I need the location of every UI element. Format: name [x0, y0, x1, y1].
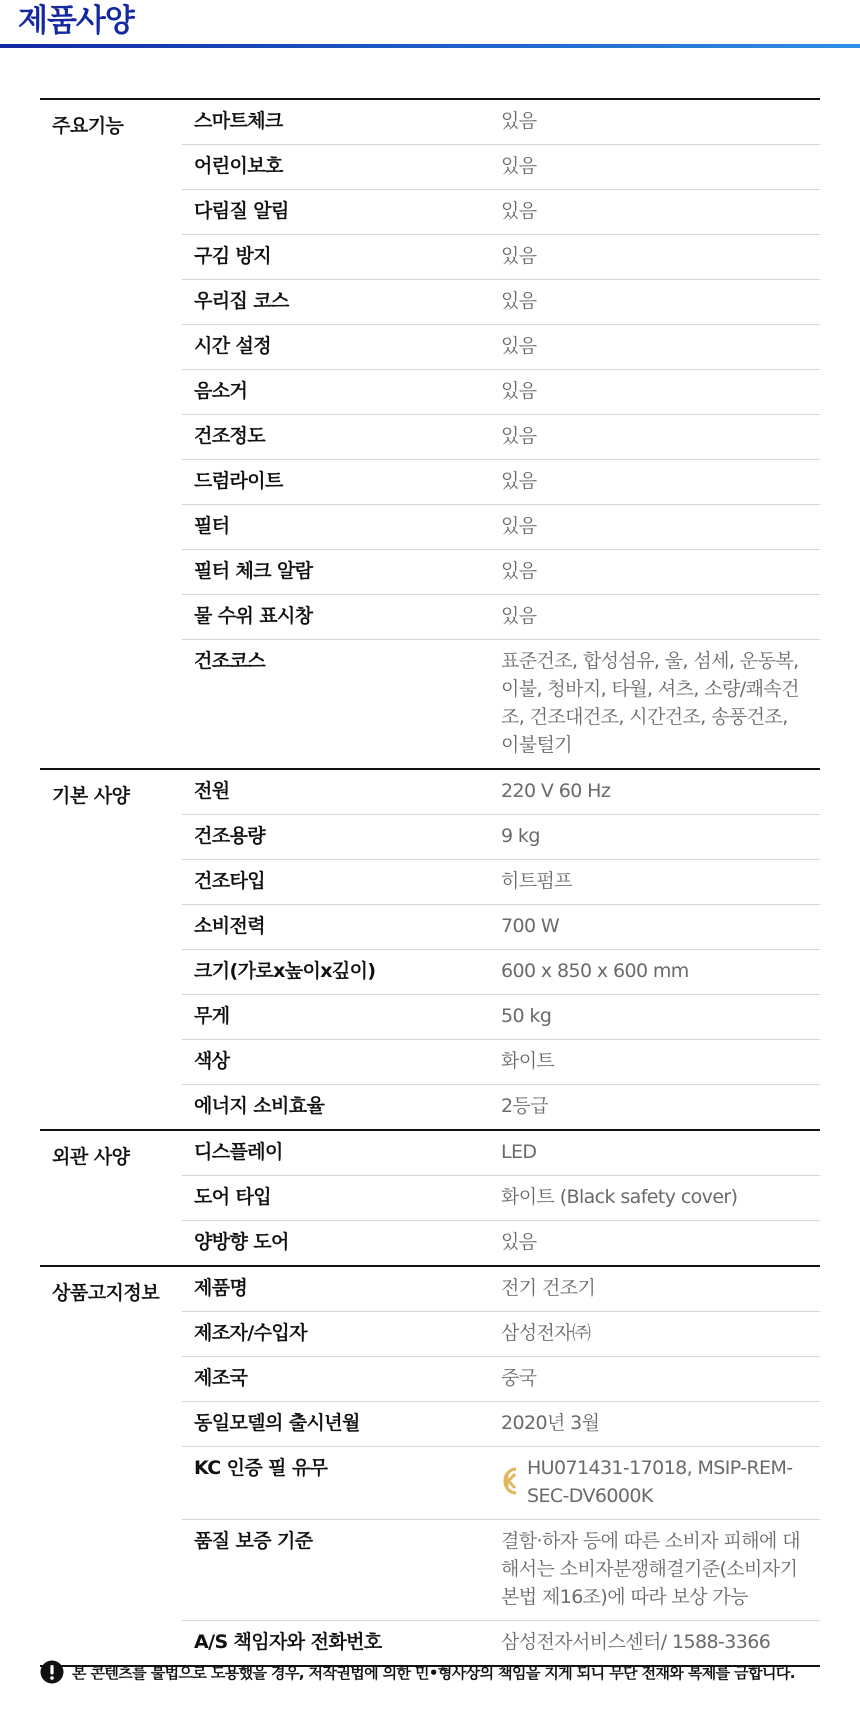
spec-row: [182, 100, 820, 144]
spec-label: 제조자/수입자: [194, 1322, 307, 1344]
notice-text: 본 콘텐츠를 불법으로 도용했을 경우, 저작권법에 의한 민•형사상의 책임을 지게 되니 무단 전재와 복제를 금합니다.: [72, 1663, 795, 1682]
spec-value: 있음: [501, 1231, 537, 1253]
kc-value-wrap: [501, 1454, 810, 1510]
section-title: 주요기능: [52, 115, 124, 137]
spec-row: [182, 1175, 820, 1220]
spec-rows: [182, 100, 820, 768]
spec-value: 삼성전자서비스센터/ 1588-3366: [501, 1631, 771, 1653]
spec-value: 700 W: [501, 915, 560, 937]
spec-rows: [182, 770, 820, 1129]
spec-table: [40, 98, 820, 1667]
page-title: 제품사양: [18, 3, 134, 39]
spec-row: [182, 1084, 820, 1129]
spec-row: [182, 189, 820, 234]
spec-value: 9 kg: [501, 825, 540, 847]
spec-row: [182, 1401, 820, 1446]
spec-value: [501, 1444, 820, 1519]
spec-value: 있음: [501, 605, 537, 627]
spec-label: 에너지 소비효율: [194, 1095, 325, 1117]
spec-label: 디스플레이: [194, 1141, 283, 1163]
spec-row: [182, 234, 820, 279]
spec-label: 건조타입: [194, 870, 266, 892]
spec-label: 크기(가로x높이x깊이): [194, 960, 376, 982]
spec-label: 소비전력: [194, 915, 266, 937]
spec-label: 색상: [194, 1050, 230, 1072]
spec-value: 있음: [501, 110, 537, 132]
spec-value: 있음: [501, 245, 537, 267]
spec-label: 다림질 알림: [194, 200, 289, 222]
spec-value: 화이트: [501, 1050, 555, 1072]
spec-row: [182, 549, 820, 594]
spec-label: 품질 보증 기준: [194, 1530, 313, 1552]
spec-section: [40, 100, 820, 770]
spec-label: 양방향 도어: [194, 1231, 289, 1253]
spec-value: 있음: [501, 380, 537, 402]
spec-row: [182, 859, 820, 904]
spec-value: 중국: [501, 1367, 537, 1389]
spec-section: [40, 1267, 820, 1667]
spec-section: [40, 1131, 820, 1267]
spec-value: 2등급: [501, 1095, 548, 1117]
spec-row: [182, 639, 820, 768]
spec-value: 220 V 60 Hz: [501, 780, 611, 802]
spec-label: KC 인증 필 유무: [194, 1457, 328, 1479]
page-header: [0, 0, 860, 40]
spec-label: 제조국: [194, 1367, 248, 1389]
spec-section: [40, 770, 820, 1131]
spec-label: 구김 방지: [194, 245, 272, 267]
spec-row: [182, 1356, 820, 1401]
spec-row: [182, 324, 820, 369]
spec-row: [182, 1620, 820, 1665]
spec-row: [182, 994, 820, 1039]
spec-label: 어린이보호: [194, 155, 283, 177]
spec-label: 시간 설정: [194, 335, 272, 357]
spec-label: 건조정도: [194, 425, 266, 447]
spec-row: [182, 1519, 820, 1620]
spec-row: [182, 1446, 820, 1519]
spec-row: [182, 1039, 820, 1084]
spec-label: 물 수위 표시창: [194, 605, 313, 627]
spec-label: 필터 체크 알람: [194, 560, 313, 582]
section-title: 기본 사양: [52, 785, 130, 807]
spec-value: 있음: [501, 290, 537, 312]
spec-value: 50 kg: [501, 1005, 552, 1027]
spec-label: 건조용량: [194, 825, 266, 847]
spec-row: [182, 814, 820, 859]
spec-label: 동일모델의 출시년월: [194, 1412, 360, 1434]
spec-value: 있음: [501, 560, 537, 582]
spec-value: 있음: [501, 470, 537, 492]
spec-label: 무게: [194, 1005, 230, 1027]
spec-label: 음소거: [194, 380, 248, 402]
spec-value: 히트펌프: [501, 870, 573, 892]
spec-row: [182, 1311, 820, 1356]
spec-row: [182, 594, 820, 639]
spec-value: 표준건조, 합성섬유, 울, 섬세, 운동복, 이불, 청바지, 타월, 셔츠, 소량/쾌속건조, 건조대건조, 시간건조, 송풍건조, 이불털기: [501, 650, 799, 756]
exclamation-circle-icon: [40, 1660, 64, 1684]
spec-value: 600 x 850 x 600 mm: [501, 960, 689, 982]
spec-value: 있음: [501, 425, 537, 447]
spec-row: [182, 369, 820, 414]
spec-label: A/S 책임자와 전화번호: [194, 1631, 382, 1653]
spec-value: 있음: [501, 335, 537, 357]
spec-row: [182, 414, 820, 459]
section-title: 상품고지정보: [52, 1282, 160, 1304]
spec-value: 삼성전자㈜: [501, 1322, 591, 1344]
spec-label: 드럼라이트: [194, 470, 283, 492]
spec-rows: [182, 1267, 820, 1665]
spec-row: [182, 504, 820, 549]
spec-rows: [182, 1131, 820, 1265]
spec-label: 제품명: [194, 1277, 248, 1299]
section-title: 외관 사양: [52, 1146, 130, 1168]
spec-value: 있음: [501, 515, 537, 537]
kc-certification-icon: [501, 1466, 523, 1496]
copyright-notice: [40, 1660, 795, 1684]
spec-row: [182, 904, 820, 949]
spec-label: 필터: [194, 515, 230, 537]
spec-value: 있음: [501, 200, 537, 222]
spec-row: [182, 1267, 820, 1311]
spec-label: 도어 타입: [194, 1186, 272, 1208]
spec-label: 우리집 코스: [194, 290, 289, 312]
spec-row: [182, 459, 820, 504]
header-divider: [0, 44, 860, 48]
spec-value: 전기 건조기: [501, 1277, 596, 1299]
spec-row: [182, 144, 820, 189]
spec-row: [182, 1220, 820, 1265]
spec-label: 전원: [194, 780, 230, 802]
spec-row: [182, 770, 820, 814]
spec-value: 결함·하자 등에 따른 소비자 피해에 대해서는 소비자분쟁해결기준(소비자기본법 제16조)에 따라 보상 가능: [501, 1530, 800, 1608]
spec-value: 2020년 3월: [501, 1412, 600, 1434]
spec-value: 화이트 (Black safety cover): [501, 1186, 738, 1208]
kc-value-text: HU071431-17018, MSIP-REM-SEC-DV6000K: [527, 1457, 793, 1507]
spec-value: 있음: [501, 155, 537, 177]
spec-row: [182, 949, 820, 994]
spec-value: LED: [501, 1141, 537, 1163]
spec-row: [182, 279, 820, 324]
spec-label: 스마트체크: [194, 110, 283, 132]
spec-row: [182, 1131, 820, 1175]
spec-label: 건조코스: [194, 650, 266, 672]
